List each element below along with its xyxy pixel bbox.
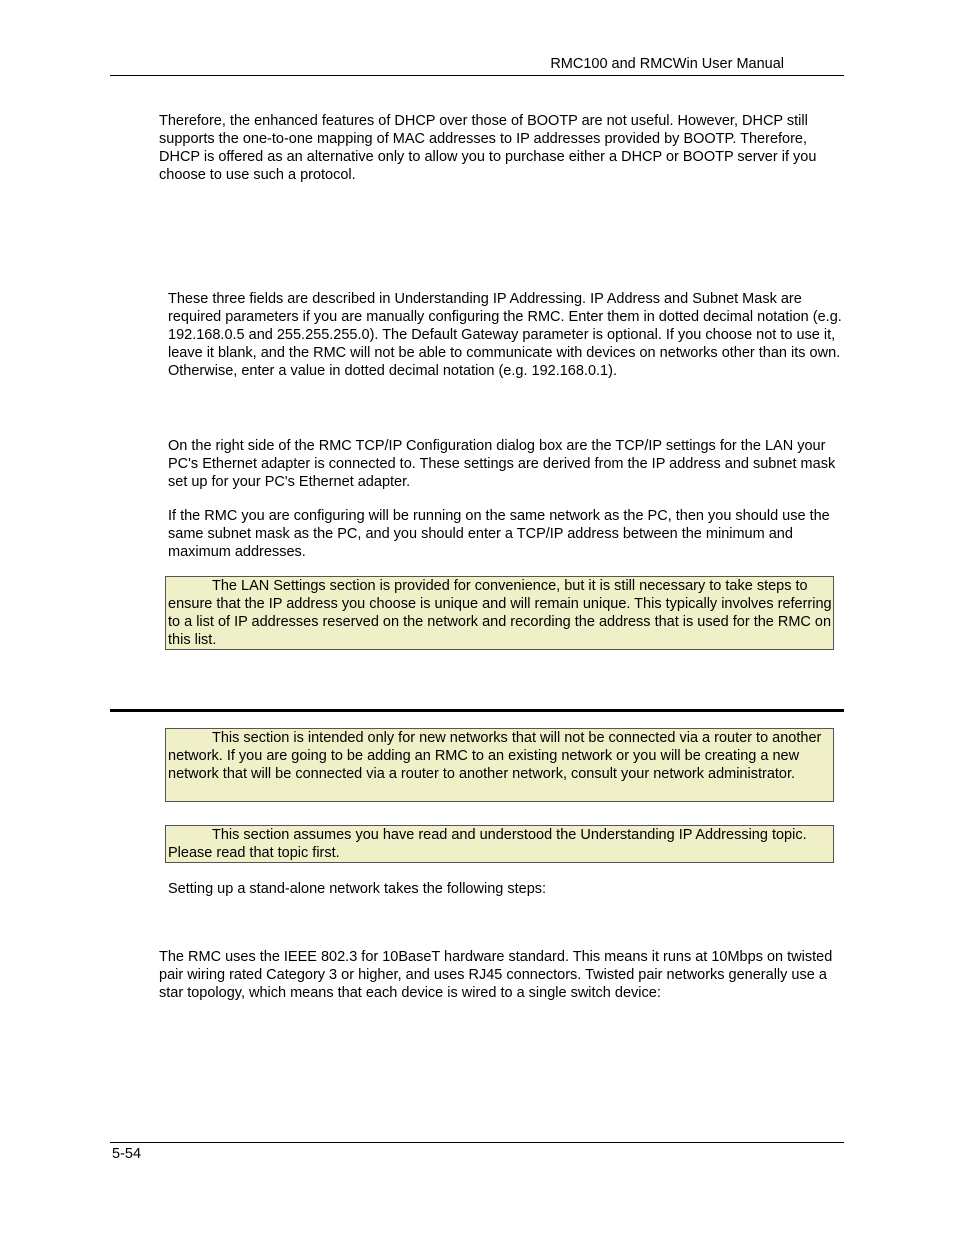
paragraph-dhcp	[159, 112, 849, 184]
page-number: 5-54	[112, 1146, 142, 1162]
paragraph-dhcp-text: Therefore, the enhanced features of DHCP over those of BOOTP are not useful. However, DHCP still supports the one-to-one mapping of MAC addresses to IP addresses provided by BOOTP. Therefore, DHCP is offered as an alternative only to allow you to purchase either a DHCP or BOOTP server if you choose to use such a protocol.	[159, 113, 817, 183]
note-prerequisite-text: This section assumes you have read and understood the Understanding IP Addressing topic. Please read that topic first.	[168, 827, 807, 861]
paragraph-steps-intro	[168, 880, 848, 898]
header-title: RMC100 and RMCWin User Manual	[550, 56, 784, 72]
paragraph-hardware-text: The RMC uses the IEEE 802.3 for 10BaseT hardware standard. This means it runs at 10Mbps on twisted pair wiring rated Category 3 or higher, and uses RJ45 connectors. Twisted pair networks generally use a star topology, which means that each device is wired to a single switch device:	[159, 949, 833, 1001]
paragraph-same-network	[168, 507, 848, 561]
note-new-networks-text: This section is intended only for new networks that will not be connected via a router to another network. If you are going to be adding an RMC to an existing network or you will be creating a new network that will be connected via a router to another network, consult your network administrator.	[168, 730, 822, 782]
paragraph-ip-fields	[168, 290, 848, 380]
paragraph-lan-settings	[168, 437, 848, 491]
paragraph-lan-settings-text: On the right side of the RMC TCP/IP Configuration dialog box are the TCP/IP settings for the LAN your PC's Ethernet adapter is connected to. These settings are derived from the IP address and subnet mask set up for your PC's Ethernet adapter.	[168, 438, 836, 490]
paragraph-steps-intro-text: Setting up a stand-alone network takes the following steps:	[168, 881, 547, 897]
note-lan-settings-text: The LAN Settings section is provided for convenience, but it is still necessary to take steps to ensure that the IP address you choose is unique and will remain unique. This typically involves referring to a list of IP addresses reserved on the network and recording the address that is used for the RMC on this list.	[168, 578, 832, 648]
footer-rule	[110, 1142, 844, 1143]
paragraph-ip-fields-text: These three fields are described in Understanding IP Addressing. IP Address and Subnet Mask are required parameters if you are manually configuring the RMC. Enter them in dotted decimal notation (e.g. 192.168.0.5 and 255.255.255.0). The Default Gateway parameter is optional. If you choose not to use it, leave it blank, and the RMC will not be able to communicate with devices on networks other than its own. Otherwise, enter a value in dotted decimal notation (e.g. 192.168.0.1).	[168, 291, 842, 379]
paragraph-same-network-text: If the RMC you are configuring will be running on the same network as the PC, then you should use the same subnet mask as the PC, and you should enter a TCP/IP address between the minimum and maximum addresses.	[168, 508, 830, 560]
note-box-new-networks	[165, 728, 834, 802]
paragraph-hardware	[159, 948, 849, 1002]
note-box-lan-settings	[165, 576, 834, 650]
header-rule	[110, 75, 844, 76]
section-rule	[110, 709, 844, 712]
note-box-prerequisite	[165, 825, 834, 863]
